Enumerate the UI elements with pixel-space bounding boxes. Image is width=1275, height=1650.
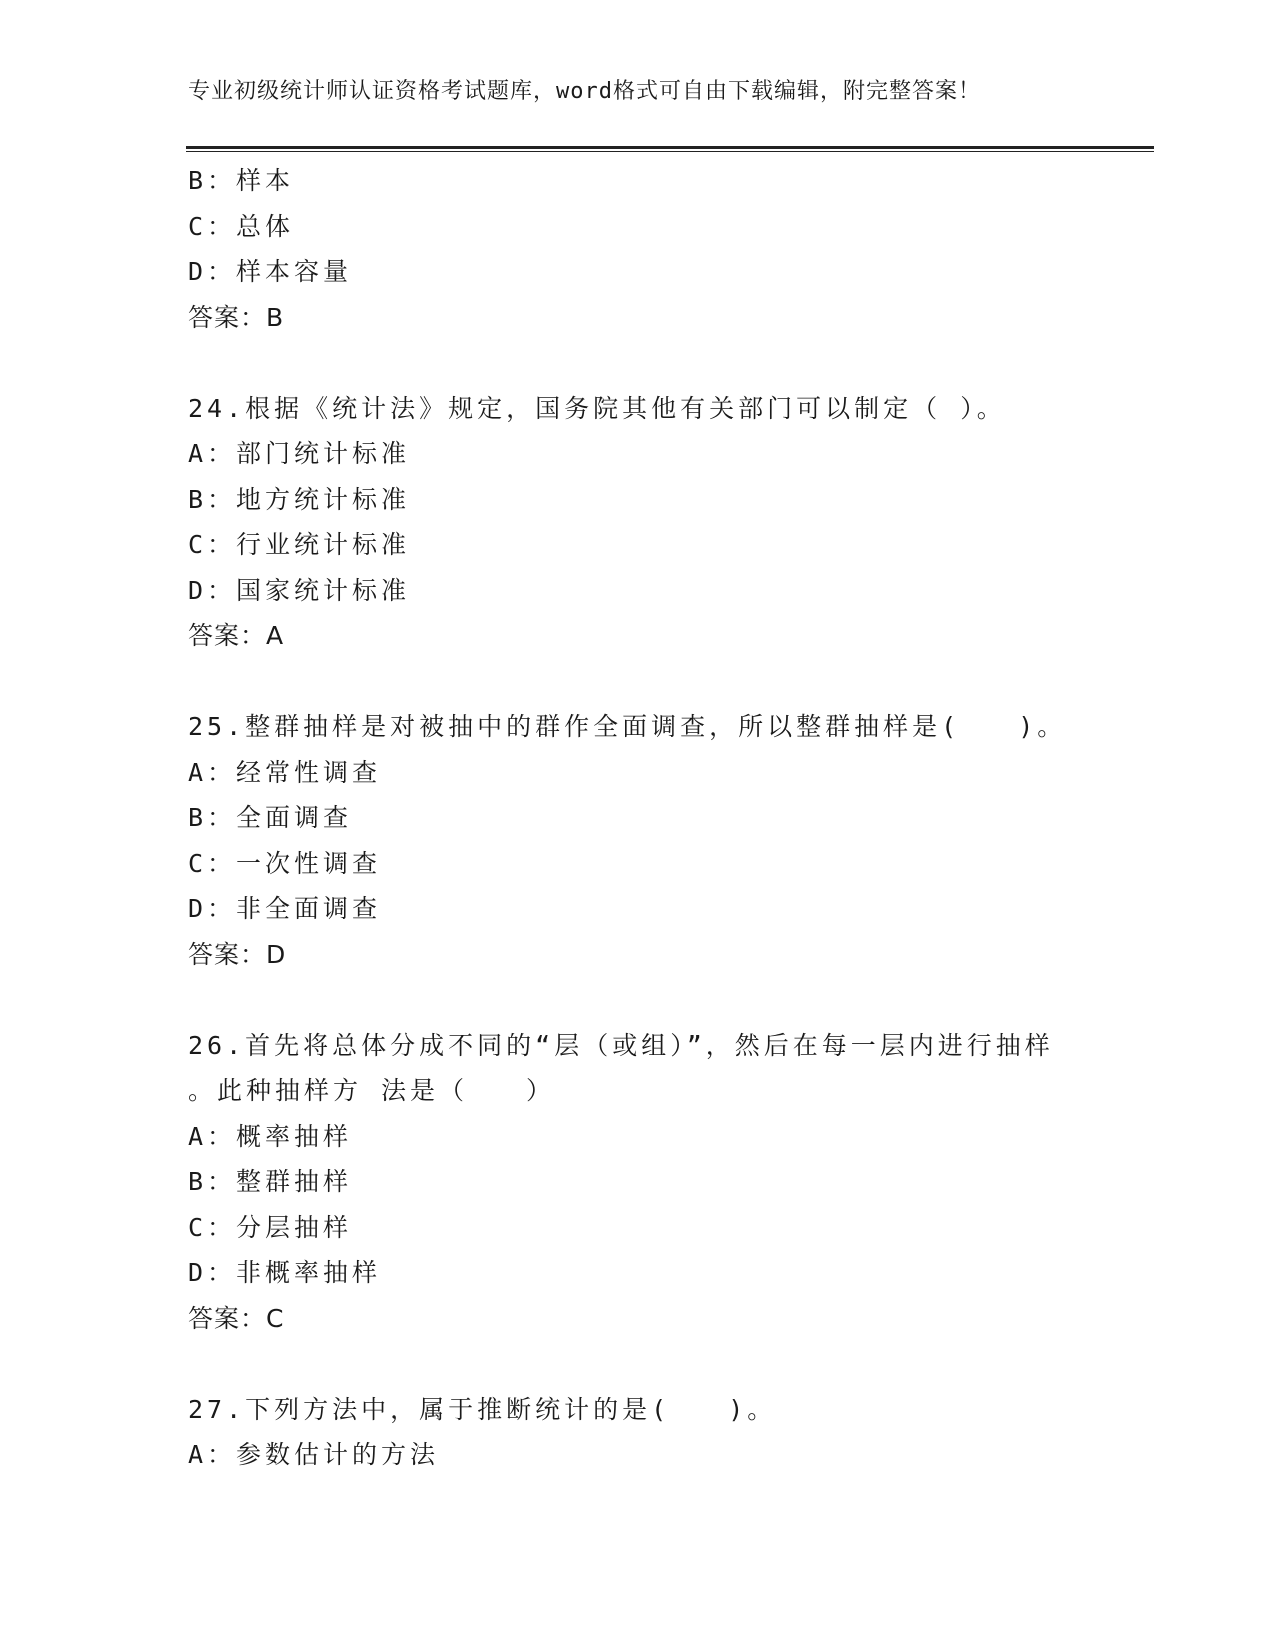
option-a: A：部门统计标准 — [188, 439, 411, 468]
question-stem: 27.下列方法中，属于推断统计的是( )。 — [188, 1394, 777, 1424]
option-b: B：地方统计标准 — [188, 484, 411, 514]
answer-line: 答案：D — [188, 939, 287, 969]
answer-line: 答案：C — [188, 1303, 285, 1333]
option-d: D：非概率抽样 — [188, 1258, 382, 1287]
question-stem: 25.整群抽样是对被抽中的群作全面调查，所以整群抽样是( )。 — [188, 712, 1067, 741]
question-stem: 26.首先将总体分成不同的“层（或组）”，然后在每一层内进行抽样 — [188, 1030, 1054, 1060]
option-a: A：概率抽样 — [188, 1121, 353, 1151]
option-c: C：分层抽样 — [188, 1212, 353, 1242]
option-c: C：行业统计标准 — [188, 530, 411, 559]
question-block — [188, 1023, 1148, 1387]
question-list — [188, 158, 1148, 1478]
option-c: C：一次性调查 — [188, 848, 382, 878]
answer-line: 答案：A — [188, 621, 285, 650]
option-d: D：非全面调查 — [188, 894, 382, 923]
option-a: A：经常性调查 — [188, 757, 382, 787]
question-stem: 24.根据《统计法》规定，国务院其他有关部门可以制定（ ）。 — [188, 393, 1006, 423]
answer-line: 答案：B — [188, 302, 285, 332]
page-header: 专业初级统计师认证资格考试题库，word格式可自由下载编辑，附完整答案！ — [188, 79, 981, 104]
question-block — [188, 704, 1148, 1023]
option-c: C：总体 — [188, 211, 295, 241]
header-divider — [186, 146, 1154, 152]
question-block — [188, 1387, 1148, 1478]
option-d: D：样本容量 — [188, 257, 353, 286]
option-b: B：全面调查 — [188, 803, 353, 832]
question-stem-continued: 。此种抽样方 法是（ ） — [188, 1076, 556, 1105]
option-a: A：参数估计的方法 — [188, 1440, 440, 1469]
option-b: B：整群抽样 — [188, 1167, 353, 1196]
question-block — [188, 386, 1148, 705]
option-b: B：样本 — [188, 166, 295, 195]
question-block — [188, 158, 1148, 386]
option-d: D：国家统计标准 — [188, 575, 411, 605]
